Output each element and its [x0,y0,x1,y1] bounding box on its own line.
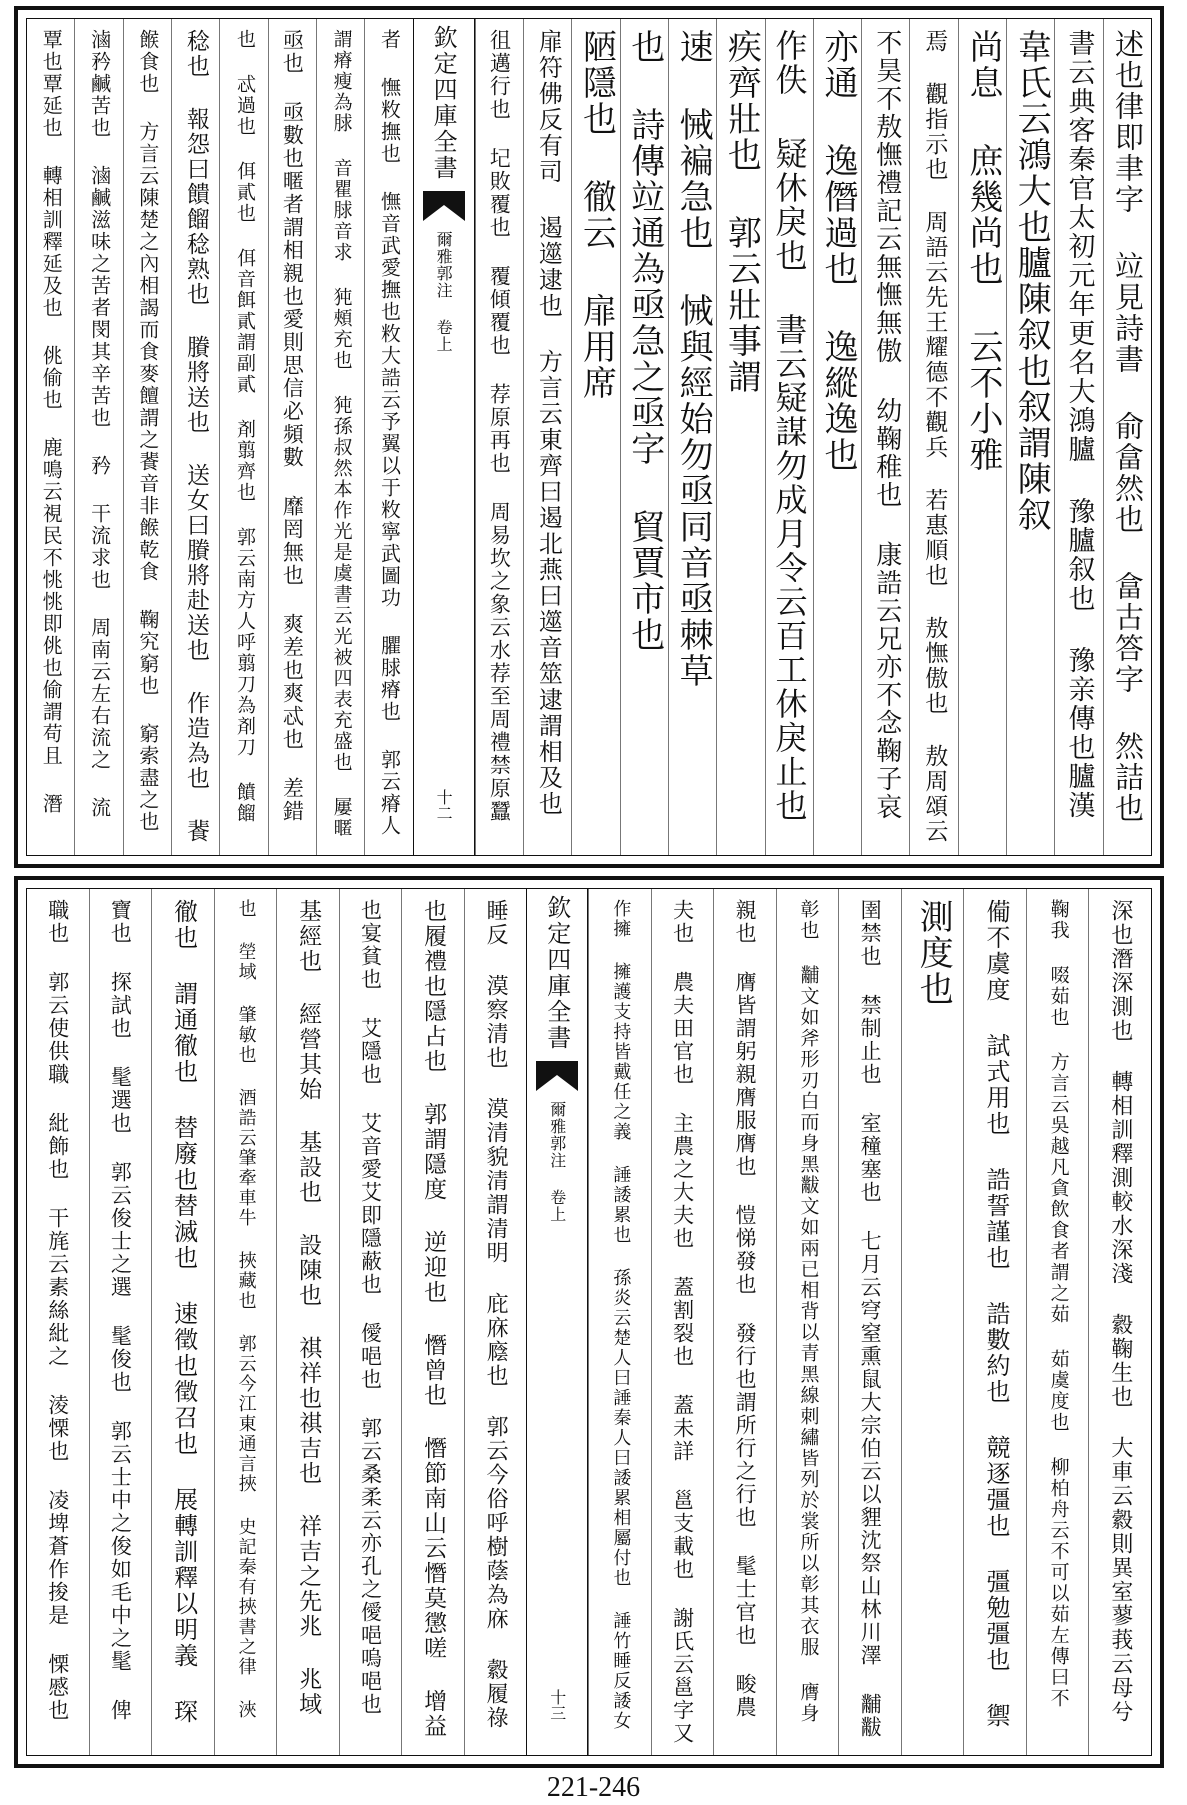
column-text: 鞠我 啜茹也 方言云吳越凡貪飲食者謂之茹 茹虞度也 柳柏舟云不可以茹左傳曰不 [1047,899,1070,1709]
text-column [620,19,668,855]
text-column [268,19,316,855]
folio-number: 十三 [547,1689,567,1721]
column-text: 徹也 謂通徹也 替廢也替滅也 速徵也徵召也 展轉訓釋以明義 琛 [169,899,198,1725]
text-column [475,19,523,855]
column-text: 謂瘠瘦為脙 音瞿脙音求 㹠頰充也 㹠孫叔然本作光是虞書云光被四表充盛也 屢暱 [330,29,353,839]
column-text: 也 詩傳竝通為亟急之亟字 貿賈市也 [624,29,665,653]
column-text: 亟也 亟數也暱者謂相親也愛則思信必頻數 靡罔無也 爽差也爽忒也 差錯 [280,29,305,823]
text-column [401,889,464,1755]
book-title: 欽定四庫全書 [429,25,458,181]
text-column [171,19,219,855]
center-fold-column [413,19,475,855]
text-column [901,889,964,1755]
text-column [1088,889,1151,1755]
column-text: 疾齊壯也 郭云壯事謂 [721,29,762,395]
text-column [838,889,901,1755]
column-text: 也 塋域 肇敏也 酒誥云肇牽車牛 挾藏也 郭云今江東通言挾 史記秦有挾書之律 浹 [235,899,257,1720]
column-text: 滷矜鹹苦也 滷鹹滋味之苦者閔其辛苦也 矜 干流求也 周南云左右流之 流 [87,29,112,819]
text-column [89,889,152,1755]
center-fold-column [526,889,588,1755]
column-text: 尚息 庶幾尚也 云不小雅 [962,29,1003,473]
text-column [364,19,412,855]
column-text: 睡反 漠察清也 漠清貌清謂清明 庇庥廕也 郭云今俗呼樹蔭為庥 縠履祿 [483,899,509,1730]
text-column [958,19,1006,855]
text-column [219,19,267,855]
volume-label: 爾雅郭注 卷上 [547,1101,567,1223]
text-column [27,19,74,855]
text-column [74,19,122,855]
column-text: 親也 膺皆謂躬親膺服膺也 愷悌發也 發行也謂所行之行也 髦士官也 畯農 [733,899,758,1719]
text-column [651,889,714,1755]
text-column [276,889,339,1755]
column-text: 職也 郭云使供職 紕飾也 干旄云素絲紕之 淩慄也 凌埤蒼作捘是 慄慼也 [45,899,70,1722]
column-text: 作擁 擁護支持皆戴任之義 諈諉累也 孫炎云楚人曰諈秦人曰諉累相屬付也 諈竹睡反諉女 [610,899,632,1731]
text-column [339,889,402,1755]
column-text: 餱食也 方言云陳楚之內相謁而食麥饘謂之餥音非餱乾食 鞠究窮也 窮索盡之也 [135,29,160,833]
text-column [523,19,571,855]
text-column [1026,889,1089,1755]
text-column [1054,19,1102,855]
text-column [27,889,89,1755]
column-text: 稔也 報怨曰饋餾稔熟也 賸將送也 送女曰賸將赴送也 作造為也 餥 [182,29,209,844]
text-column [668,19,716,855]
text-column [464,889,527,1755]
text-column [316,19,364,855]
column-text: 述也律即聿字 竝見詩書 俞畣然也 畣古答字 然詰也 [1111,29,1146,824]
column-text: 書云典客秦官太初元年更名大鴻臚 豫臚叙也 豫亲傳也臚漢 [1063,29,1095,820]
column-text: 圉禁也 禁制止也 室穜塞也 七月云穹窒熏鼠大宗伯云以貍沈祭山林川澤 黼黻 [858,899,883,1739]
text-column [1006,19,1054,855]
bottom-page [14,876,1164,1768]
column-text: 基經也 經營其始 基設也 設陳也 祺祥也祺吉也 祥吉之先兆 兆域 [295,899,322,1717]
column-text: 測度也 [913,899,954,1007]
volume-label: 爾雅郭注 卷上 [434,231,454,353]
text-column [151,889,214,1755]
column-text: 扉符佛反有司 遏遾逮也 方言云東齊曰遏北燕曰遾音筮逮謂相及也 [534,29,563,817]
column-text: 速 悈褊急也 悈與經始勿亟同音亟棘草 [673,29,714,689]
fishtail-mark-icon [536,1061,578,1091]
column-text: 作佚 疑休戾也 書云疑謀勿成月令云百工休戾止也 [770,29,809,823]
top-page-columns [26,18,1152,856]
text-column [571,19,619,855]
text-column [1103,19,1151,855]
column-text: 也履禮也隱占也 郭謂隱度 逆迎也 憯曾也 憯節南山云憯莫懲嗟 增益 [420,899,447,1739]
text-column [214,889,277,1755]
column-text: 徂邁行也 圮敗覆也 覆傾覆也 荐原再也 周易坎之象云水荐至周禮禁原蠶 [487,29,512,823]
text-column [909,19,957,855]
page-number-footer: 221-246 [546,1772,641,1803]
column-text: 深也潛深測也 轉相訓釋測較水深淺 縠鞠生也 大車云縠則異室蓼莪云母兮 [1107,899,1133,1724]
text-column [776,889,839,1755]
column-text: 者 憮敉撫也 憮音武愛撫也敉大誥云予翼以于敉寧武圖功 臞脙瘠也 郭云瘠人 [377,29,402,837]
column-text: 不昊不敖憮禮記云無憮無傲 幼鞠稚也 康誥云兄亦不念鞠子哀 [871,29,902,821]
column-text: 也宴貧也 艾隱也 艾音愛艾即隱蔽也 僾唈也 郭云桑柔云亦孔之僾唈嗚唈也 [358,899,383,1716]
column-text: 焉 觀指示也 周語云先王耀德不觀兵 若惠順也 敖憮傲也 敖周頌云 [921,29,948,844]
column-text: 夫也 農夫田官也 主農之大夫也 蓋割裂也 蓋未詳 邕支載也 謝氏云邕字又 [670,899,695,1745]
text-column [588,889,651,1755]
column-text: 陋隱也 徹云 扉用席 [576,29,617,401]
column-text: 彰也 黼文如斧形刃白而身黑黻文如兩已相背以青黑線刺繡皆列於裳所以彰其衣服 膺身 [797,899,820,1724]
text-column [713,889,776,1755]
fishtail-mark-icon [423,191,465,221]
text-column [716,19,764,855]
folio-number: 十二 [434,789,454,821]
text-column [765,19,813,855]
text-column [963,889,1026,1755]
column-text: 亦通 逸僭過也 逸縱逸也 [818,29,859,473]
text-column [861,19,909,855]
column-text: 韋氏云鴻大也臚陳叙也叙謂陳叙 [1011,29,1052,533]
bottom-page-columns [26,888,1152,1756]
column-text: 也 忒過也 佴貳也 佴音餌貳謂副貳 剤翦齊也 郭云南方人呼翦刀為剤刀 饙餾 [233,29,256,824]
text-column [123,19,171,855]
top-page [14,6,1164,868]
book-title: 欽定四庫全書 [542,895,571,1051]
column-text: 寶也 探試也 髦選也 郭云俊士之選 髦俊也 郭云士中之俊如毛中之髦 俾 [108,899,133,1722]
column-text: 覃也覃延也 轉相訓釋延及也 佻偷也 鹿鳴云視民不恌恌即佻也偷謂苟且 潛 [39,29,64,815]
text-column [813,19,861,855]
column-text: 僃不虞度 試式用也 誥誓謹也 誥數約也 競逐彊也 彊勉彊也 禦 [981,899,1010,1729]
